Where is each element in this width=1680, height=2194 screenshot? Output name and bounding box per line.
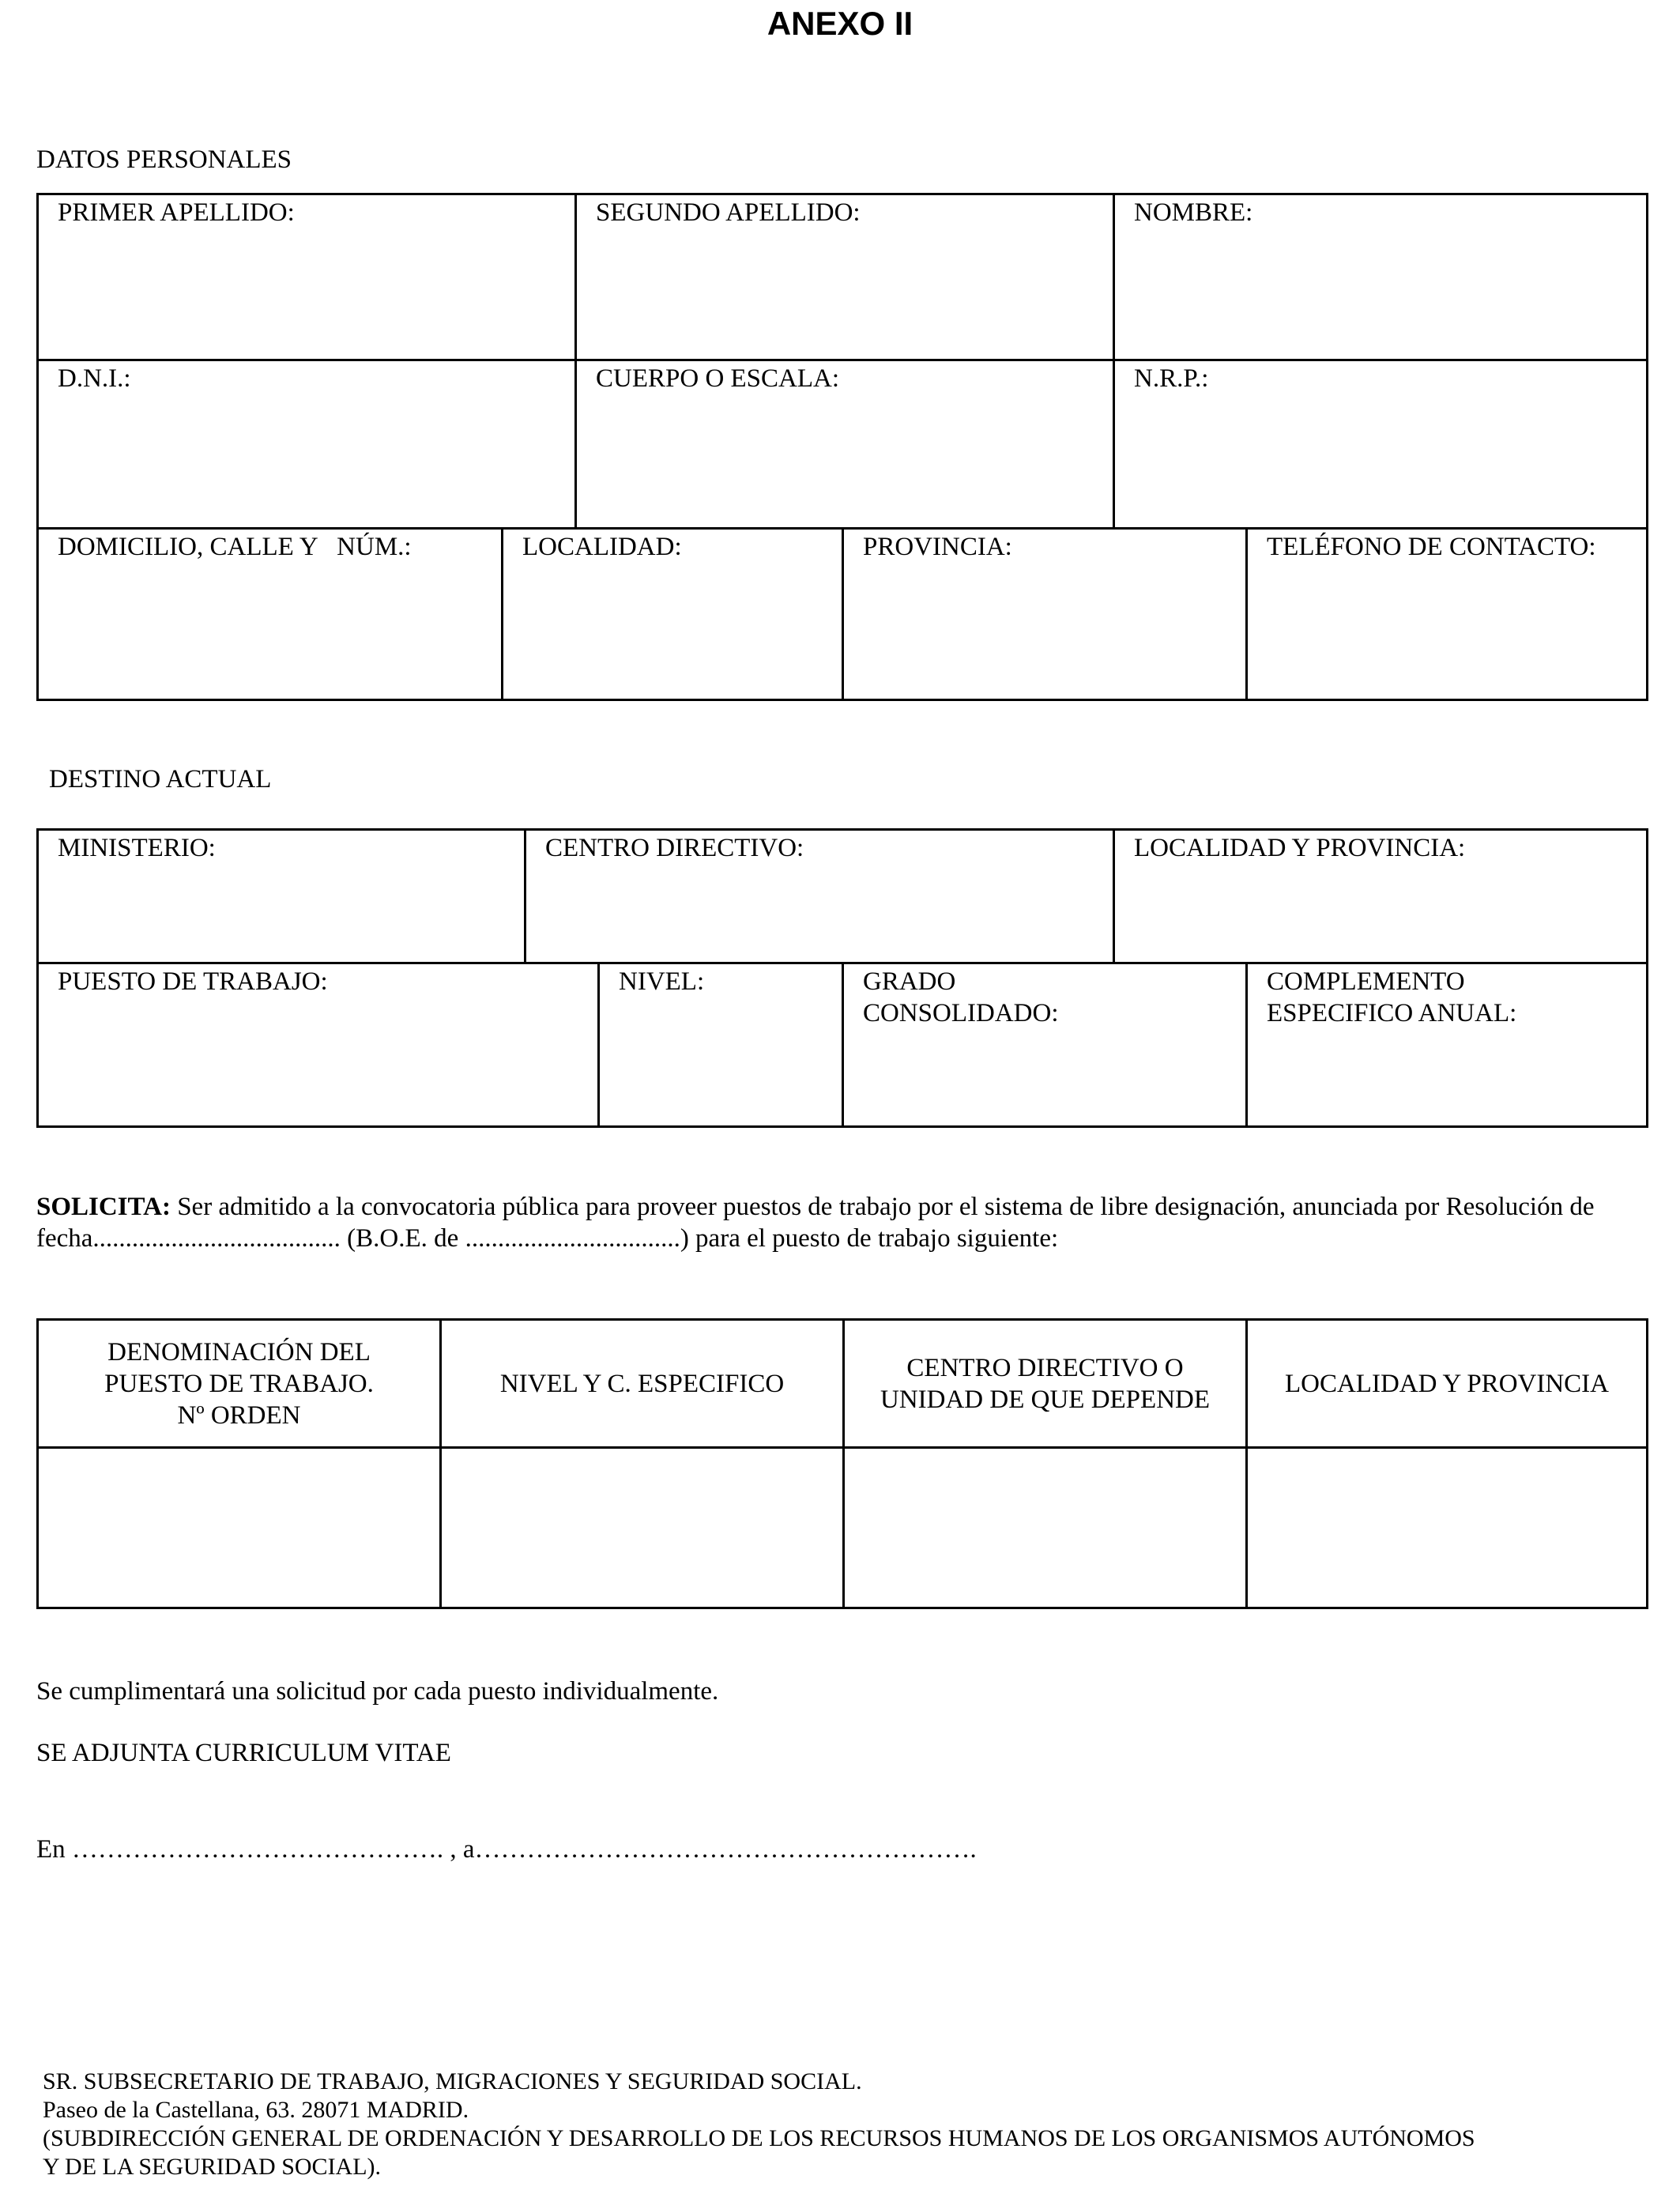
field-label: LOCALIDAD Y PROVINCIA: <box>1134 834 1466 862</box>
addressee-block <box>43 2068 1671 2181</box>
adjunta-text: SE ADJUNTA CURRICULUM VITAE <box>36 1739 451 1767</box>
field-label: PROVINCIA: <box>863 533 1012 561</box>
field-nrp[interactable] <box>1113 359 1648 530</box>
place-date-line[interactable]: En ……………………………………. , a…………………………………………………. <box>36 1835 977 1864</box>
field-localidad-provincia[interactable] <box>1113 828 1648 964</box>
field-label: NIVEL: <box>619 967 705 996</box>
column-header-centro-directivo: CENTRO DIRECTIVO O UNIDAD DE QUE DEPENDE <box>842 1318 1248 1449</box>
field-provincia[interactable] <box>842 527 1248 701</box>
field-label: CENTRO DIRECTIVO: <box>545 834 804 862</box>
section-heading-destino: DESTINO ACTUAL <box>49 765 272 794</box>
field-label: CUERPO O ESCALA: <box>596 364 840 393</box>
field-telefono[interactable] <box>1245 527 1648 701</box>
field-label: NOMBRE: <box>1134 198 1253 227</box>
field-label: N.R.P.: <box>1134 364 1209 393</box>
field-label: LOCALIDAD: <box>522 533 682 561</box>
field-label: SEGUNDO APELLIDO: <box>596 198 861 227</box>
table-cell-localidad[interactable] <box>1245 1446 1648 1609</box>
table-cell-nivel[interactable] <box>439 1446 845 1609</box>
solicita-text: Ser admitido a la convocatoria pública para proveer puestos de trabajo por el sistema de libre designación, anunciada por Resolución de fecha...................................... (B.O.E. de .................................) para el puesto de trabajo siguiente: <box>36 1193 1595 1253</box>
field-dni[interactable] <box>36 359 577 530</box>
field-nivel[interactable] <box>597 962 844 1128</box>
addressee-line-3: (SUBDIRECCIÓN GENERAL DE ORDENACIÓN Y DESARROLLO DE LOS RECURSOS HUMANOS DE LOS ORGANISMOS AUTÓNOMOS <box>43 2125 1475 2151</box>
field-label: COMPLEMENTO ESPECIFICO ANUAL: <box>1267 967 1517 1027</box>
field-label: D.N.I.: <box>58 364 131 393</box>
addressee-line-4: Y DE LA SEGURIDAD SOCIAL). <box>43 2154 382 2180</box>
section-heading-personal: DATOS PERSONALES <box>36 145 292 174</box>
field-label: DOMICILIO, CALLE Y NÚM.: <box>58 533 412 561</box>
table-cell-centro-directivo[interactable] <box>842 1446 1248 1609</box>
field-ministerio[interactable] <box>36 828 526 964</box>
addressee-line-2: Paseo de la Castellana, 63. 28071 MADRID. <box>43 2097 469 2123</box>
field-nombre[interactable] <box>1113 193 1648 361</box>
field-label: PRIMER APELLIDO: <box>58 198 295 227</box>
field-cuerpo-escala[interactable] <box>574 359 1115 530</box>
field-localidad[interactable] <box>501 527 844 701</box>
field-complemento-especifico[interactable] <box>1245 962 1648 1128</box>
page-title: ANEXO II <box>767 5 913 42</box>
field-domicilio[interactable] <box>36 527 503 701</box>
note-text: Se cumplimentará una solicitud por cada puesto individualmente. <box>36 1677 719 1706</box>
solicita-paragraph <box>36 1191 1653 1254</box>
field-primer-apellido[interactable] <box>36 193 577 361</box>
column-header-localidad: LOCALIDAD Y PROVINCIA <box>1245 1318 1648 1449</box>
solicita-label: SOLICITA: <box>36 1193 171 1221</box>
field-label: TELÉFONO DE CONTACTO: <box>1267 533 1596 561</box>
field-segundo-apellido[interactable] <box>574 193 1115 361</box>
field-grado-consolidado[interactable] <box>842 962 1248 1128</box>
field-centro-directivo[interactable] <box>524 828 1115 964</box>
field-label: MINISTERIO: <box>58 834 216 862</box>
column-header-denominacion: DENOMINACIÓN DEL PUESTO DE TRABAJO. Nº ORDEN <box>36 1318 442 1449</box>
addressee-line-1: SR. SUBSECRETARIO DE TRABAJO, MIGRACIONES Y SEGURIDAD SOCIAL. <box>43 2068 862 2094</box>
field-label: GRADO CONSOLIDADO: <box>863 967 1059 1027</box>
table-cell-denominacion[interactable] <box>36 1446 442 1609</box>
field-puesto-trabajo[interactable] <box>36 962 600 1128</box>
field-label: PUESTO DE TRABAJO: <box>58 967 328 996</box>
column-header-nivel: NIVEL Y C. ESPECIFICO <box>439 1318 845 1449</box>
